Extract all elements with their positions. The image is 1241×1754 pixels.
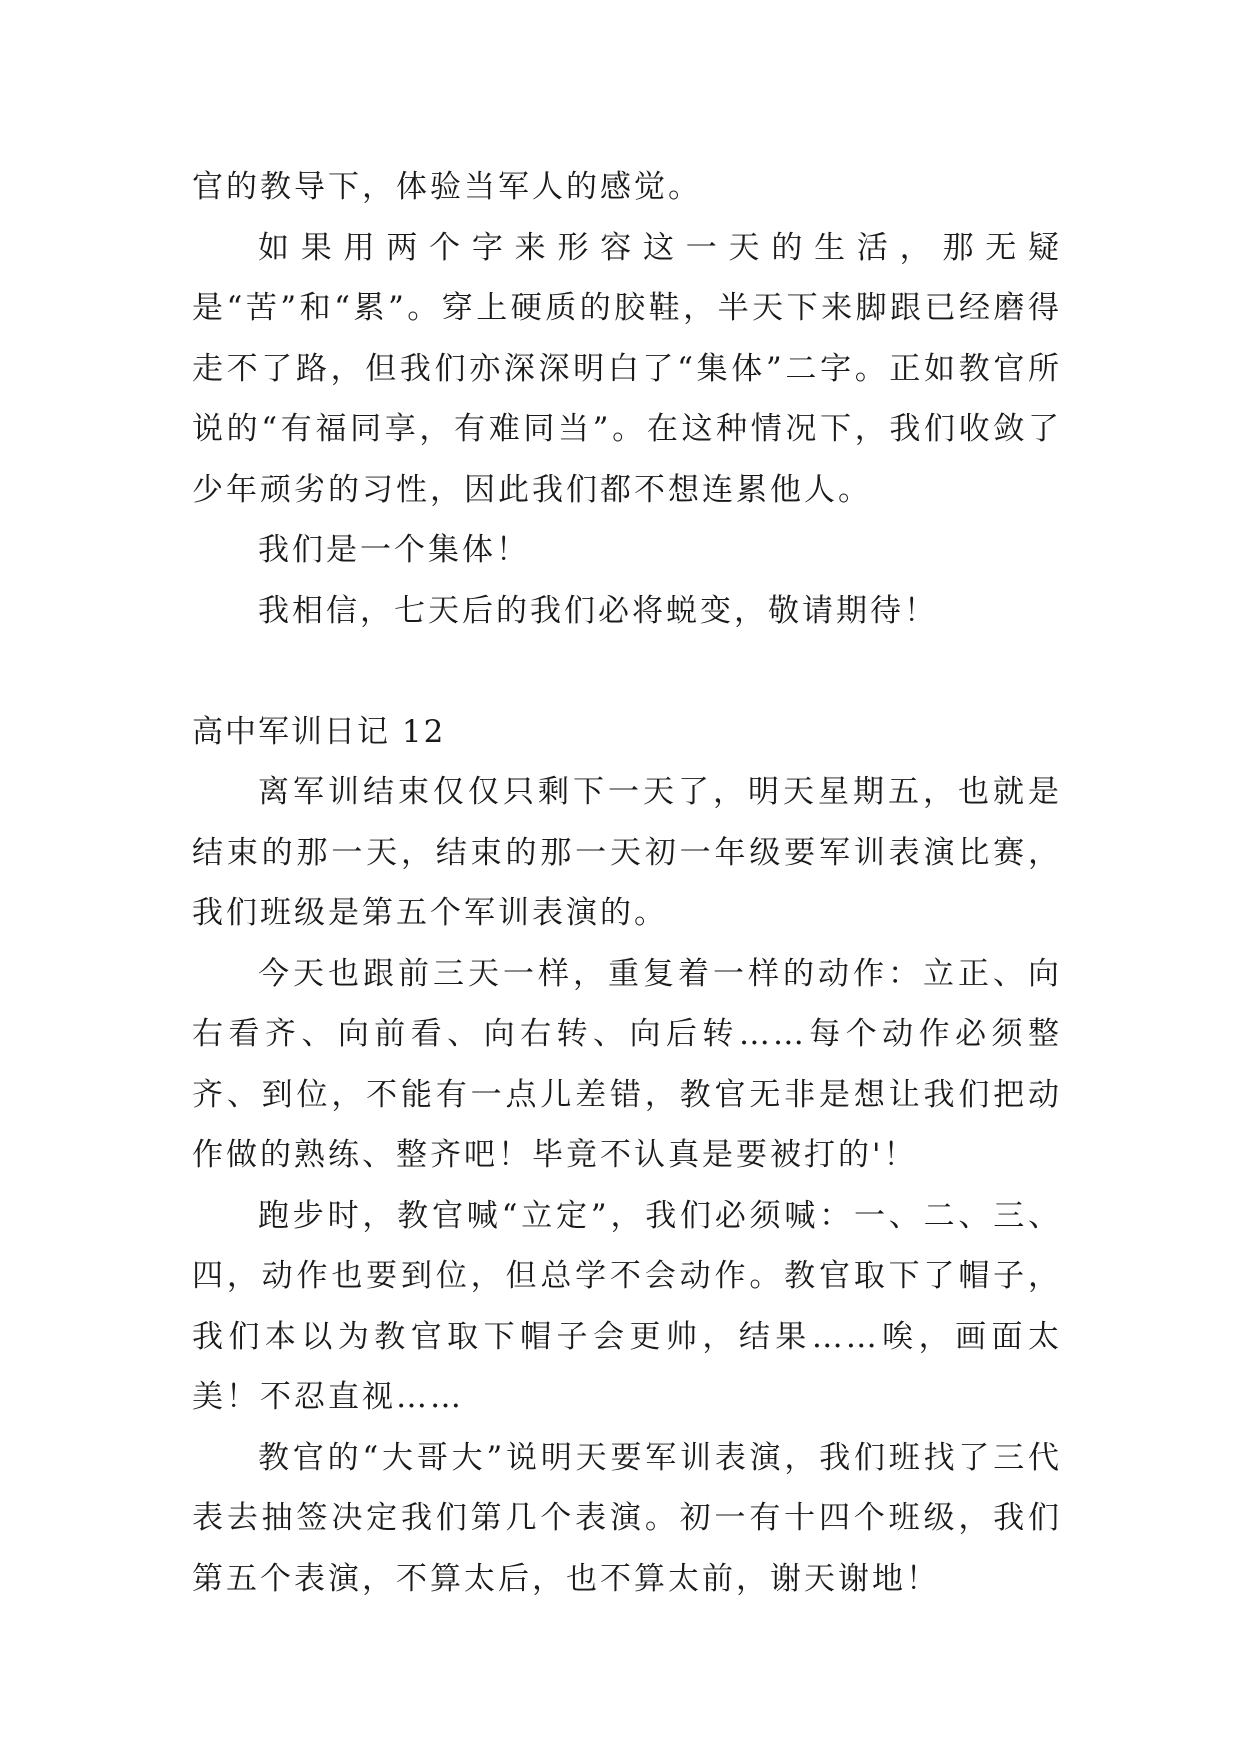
paragraph-continuation: 官的教导下，体验当军人的感觉。	[192, 169, 702, 205]
paragraph: 教官的“大哥大”说明天要军训表演，我们班找了三代表去抽签决定我们第几个表演。初一有十四个班级，我们第五个表演，不算太后，也不算太前，谢天谢地！	[192, 1439, 1062, 1597]
paragraph: 我们是一个集体！	[258, 532, 530, 568]
paragraph: 如果用两个字来形容这一天的生活，那无疑是“苦”和“累”。穿上硬质的胶鞋，半天下来脚跟已经磨得走不了路，但我们亦深深明白了“集体”二字。正如教官所说的“有福同享，有难同当”。在这种情况下，我们收敛了少年顽劣的习性，因此我们都不想连累他人。	[192, 229, 1062, 508]
section-heading: 高中军训日记 12	[192, 713, 446, 750]
paragraph: 我相信，七天后的我们必将蜕变，敬请期待！	[258, 592, 938, 629]
paragraph: 离军训结束仅仅只剩下一天了，明天星期五，也就是结束的那一天，结束的那一天初一年级要军训表演比赛，我们班级是第五个军训表演的。	[192, 774, 1062, 931]
document-body	[192, 157, 1062, 1609]
paragraph: 跑步时，教官喊“立定”，我们必须喊：一、二、三、四，动作也要到位，但总学不会动作。教官取下了帽子，我们本以为教官取下帽子会更帅，结果……唉，画面太美！不忍直视……	[192, 1197, 1062, 1415]
blank-line	[192, 641, 1062, 702]
paragraph: 今天也跟前三天一样，重复着一样的动作：立正、向右看齐、向前看、向右转、向后转……每个动作必须整齐、到位，不能有一点儿差错，教官无非是想让我们把动作做的熟练、整齐吧！毕竟不认真是要被打的'！	[192, 955, 1062, 1173]
